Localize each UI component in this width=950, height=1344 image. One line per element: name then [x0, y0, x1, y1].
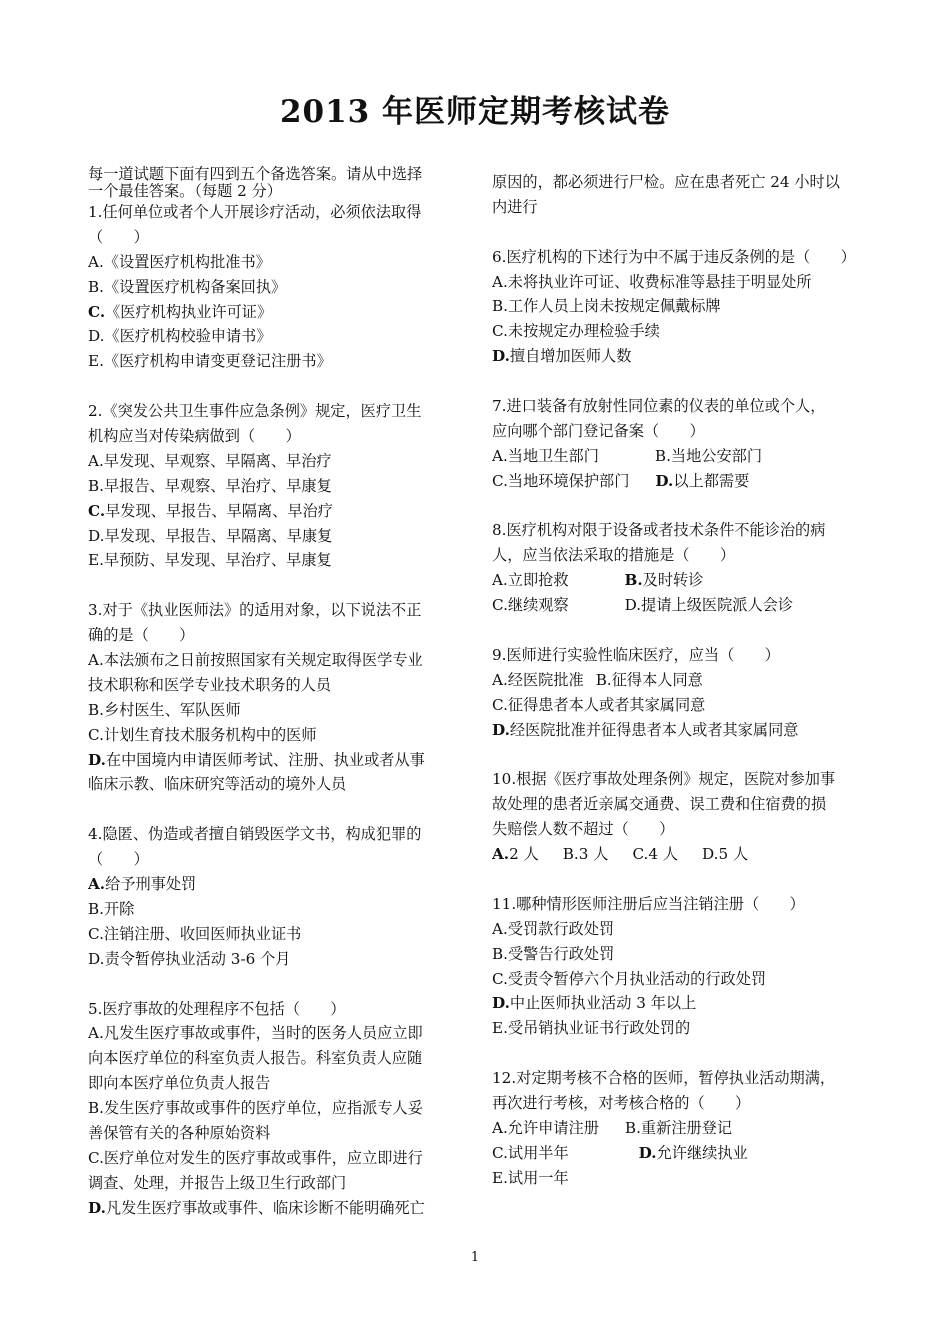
answer-letter: D. — [492, 347, 510, 366]
question-stem: 应向哪个部门登记备案（ ） — [492, 421, 705, 440]
page-number: 1 — [470, 1250, 480, 1265]
question-stem: 11.哪种情形医师注册后应当注销注册（ ） — [492, 894, 805, 913]
question-stem: 2.《突发公共卫生事件应急条例》规定，医疗卫生 — [88, 402, 422, 421]
option-a: 向本医疗单位的科室负责人报告。科室负责人应随 — [88, 1049, 423, 1068]
option-row — [492, 444, 864, 469]
option-d: D.《医疗机构校验申请书》 — [88, 327, 272, 346]
question-stem: 机构应当对传染病做到（ ） — [88, 427, 301, 446]
option-a: A.早发现、早观察、早隔离、早治疗 — [88, 451, 332, 470]
question-stem: （ ） — [88, 850, 149, 869]
option-e: E.《医疗机构申请变更登记注册书》 — [88, 352, 332, 371]
question-stem: 4.隐匿、伪造或者擅自销毁医学文书，构成犯罪的 — [88, 825, 422, 844]
option-a: A.《设置医疗机构批准书》 — [88, 252, 271, 271]
question-stem: 12.对定期考核不合格的医师，暂停执业活动期满， — [492, 1069, 836, 1088]
option-row — [492, 1116, 864, 1141]
answer-letter: D. — [638, 1143, 657, 1162]
option-c: C.试用半年 — [492, 1143, 569, 1162]
option-a — [88, 872, 460, 897]
answer-letter: A. — [88, 875, 106, 894]
option-a: 即向本医疗单位负责人报告 — [88, 1074, 271, 1093]
option-row — [492, 593, 864, 618]
right-column — [492, 166, 864, 1191]
question-6 — [492, 245, 864, 369]
option-b: B.征得本人同意 — [595, 670, 703, 689]
option-b: B.受警告行政处罚 — [492, 944, 615, 963]
option-c — [88, 300, 460, 325]
option-d: 内进行 — [492, 197, 538, 216]
option-a: A.未将执业许可证、收费标准等悬挂于明显处所 — [492, 272, 812, 291]
option-text: 给予刑事处罚 — [105, 875, 197, 894]
option-d: D.责令暂停执业活动 3-6 个月 — [88, 949, 291, 968]
option-c: C.4 人 — [632, 845, 679, 864]
answer-letter: D. — [492, 994, 510, 1013]
option-row — [492, 568, 864, 593]
question-12 — [492, 1066, 864, 1190]
option-b: B.《设置医疗机构备案回执》 — [88, 277, 287, 296]
option-text: 在中国境内申请医师考试、注册、执业或者从事 — [105, 750, 425, 769]
option-b: B.早报告、早观察、早治疗、早康复 — [88, 476, 332, 495]
question-stem: 人，应当依法采取的措施是（ ） — [492, 546, 735, 565]
answer-letter: D. — [88, 1198, 106, 1217]
option-c: C.受责令暂停六个月执业活动的行政处罚 — [492, 969, 767, 988]
option-a: A.允许申请注册 — [492, 1118, 599, 1137]
option-d — [88, 1196, 460, 1221]
option-b: B.开除 — [88, 899, 135, 918]
answer-letter: C. — [88, 501, 106, 520]
option-c: C.继续观察 — [492, 596, 569, 615]
intro-text: 每一道试题下面有四到五个备选答案。请从中选择 — [88, 166, 423, 183]
option-e: E.试用一年 — [492, 1168, 569, 1187]
answer-letter: B. — [624, 571, 643, 590]
option-text: 凡发生医疗事故或事件、临床诊断不能明确死亡 — [105, 1198, 425, 1217]
option-d: D.提请上级医院派人会诊 — [624, 596, 794, 615]
option-text: 允许继续执业 — [656, 1143, 748, 1162]
option-text: 经医院批准并征得患者本人或者其家属同意 — [509, 720, 799, 739]
left-column — [88, 166, 460, 1221]
option-e: E.早预防、早发现、早治疗、早康复 — [88, 551, 332, 570]
question-7 — [492, 394, 864, 494]
option-c — [88, 499, 460, 524]
question-4 — [88, 822, 460, 971]
question-10 — [492, 767, 864, 867]
option-row — [492, 842, 864, 867]
question-stem: 3.对于《执业医师法》的适用对象，以下说法不正 — [88, 601, 422, 620]
answer-letter: D. — [655, 471, 674, 490]
question-stem: 9.医师进行实验性临床医疗，应当（ ） — [492, 645, 780, 664]
question-3 — [88, 598, 460, 797]
question-stem: 8.医疗机构对限于设备或者技术条件不能诊治的病 — [492, 521, 826, 540]
option-a: A.经医院批准 — [492, 670, 584, 689]
option-b: B.3 人 — [562, 845, 609, 864]
page-title: 2013 年医师定期考核试卷 — [279, 94, 671, 130]
option-d: 原因的，都必须进行尸检。应在患者死亡 24 小时以 — [492, 173, 840, 191]
option-row — [492, 668, 864, 693]
option-b: B.工作人员上岗未按规定佩戴标牌 — [492, 297, 721, 316]
option-text: 擅自增加医师人数 — [509, 347, 632, 366]
question-9 — [492, 643, 864, 743]
option-a: A.凡发生医疗事故或事件，当时的医务人员应立即 — [88, 1024, 423, 1043]
option-c: C.当地环境保护部门 — [492, 471, 630, 490]
question-stem: 再次进行考核，对考核合格的（ ） — [492, 1093, 751, 1112]
question-stem: 6.医疗机构的下述行为中不属于违反条例的是（ ） — [492, 247, 856, 266]
option-text: 中止医师执业活动 3 年以上 — [509, 994, 697, 1013]
option-text: 及时转诊 — [642, 571, 704, 590]
question-2 — [88, 399, 460, 573]
option-a: A.受罚款行政处罚 — [492, 919, 615, 938]
answer-letter: C. — [88, 302, 106, 321]
question-stem: 1.任何单位或者个人开展诊疗活动，必须依法取得 — [88, 203, 422, 221]
question-1 — [88, 200, 460, 374]
option-a: A.当地卫生部门 — [492, 446, 599, 465]
question-stem: 确的是（ ） — [88, 626, 195, 645]
option-d: 临床示教、临床研究等活动的境外人员 — [88, 775, 347, 794]
option-text: 以上都需要 — [673, 471, 750, 490]
question-stem: 5.医疗事故的处理程序不包括（ ） — [88, 999, 346, 1018]
option-b: 善保管有关的各种原始资料 — [88, 1123, 271, 1142]
option-d — [88, 748, 460, 773]
option-c: C.计划生育技术服务机构中的医师 — [88, 725, 317, 744]
option-row — [492, 469, 864, 494]
option-text: 2 人 — [509, 845, 539, 864]
option-row — [492, 1141, 864, 1166]
question-8 — [492, 518, 864, 618]
answer-letter: A. — [492, 845, 510, 864]
intro-text: 一个最佳答案。（每题 2 分） — [88, 183, 282, 200]
answer-letter: D. — [88, 750, 106, 769]
option-b: B.发生医疗事故或事件的医疗单位，应指派专人妥 — [88, 1099, 423, 1118]
option-b: B.重新注册登记 — [624, 1118, 733, 1137]
option-text: 《医疗机构执业许可证》 — [105, 302, 273, 321]
option-c: C.未按规定办理检验手续 — [492, 322, 660, 341]
option-d — [492, 991, 864, 1016]
option-c: C.征得患者本人或者其家属同意 — [492, 695, 706, 714]
question-stem: 失赔偿人数不超过（ ） — [492, 820, 675, 839]
option-d — [492, 718, 864, 743]
question-stem: 7.进口装备有放射性同位素的仪表的单位或个人， — [492, 397, 826, 416]
option-c: 调查、处理，并报告上级卫生行政部门 — [88, 1173, 347, 1192]
option-c: C.医疗单位对发生的医疗事故或事件，应立即进行 — [88, 1148, 423, 1167]
question-stem: （ ） — [88, 227, 149, 246]
question-stem: 故处理的患者近亲属交通费、误工费和住宿费的损 — [492, 795, 827, 814]
question-5 — [88, 997, 460, 1221]
option-e: E.受吊销执业证书行政处罚的 — [492, 1019, 691, 1038]
question-stem: 10.根据《医疗事故处理条例》规定，医院对参加事 — [492, 770, 836, 789]
option-a: 技术职称和医学专业技术职务的人员 — [88, 675, 331, 694]
option-c: C.注销注册、收回医师执业证书 — [88, 924, 302, 943]
option-text: 早发现、早报告、早隔离、早治疗 — [105, 501, 333, 520]
option-a: A.本法颁布之日前按照国家有关规定取得医学专业 — [88, 651, 423, 670]
answer-letter: D. — [492, 720, 510, 739]
question-11 — [492, 892, 864, 1041]
option-b: B.当地公安部门 — [654, 446, 763, 465]
option-d: D.5 人 — [702, 845, 749, 864]
option-d: D.早发现、早报告、早隔离、早康复 — [88, 526, 333, 545]
option-a: A.立即抢救 — [492, 571, 569, 590]
option-d — [492, 344, 864, 369]
option-b: B.乡村医生、军队医师 — [88, 700, 241, 719]
